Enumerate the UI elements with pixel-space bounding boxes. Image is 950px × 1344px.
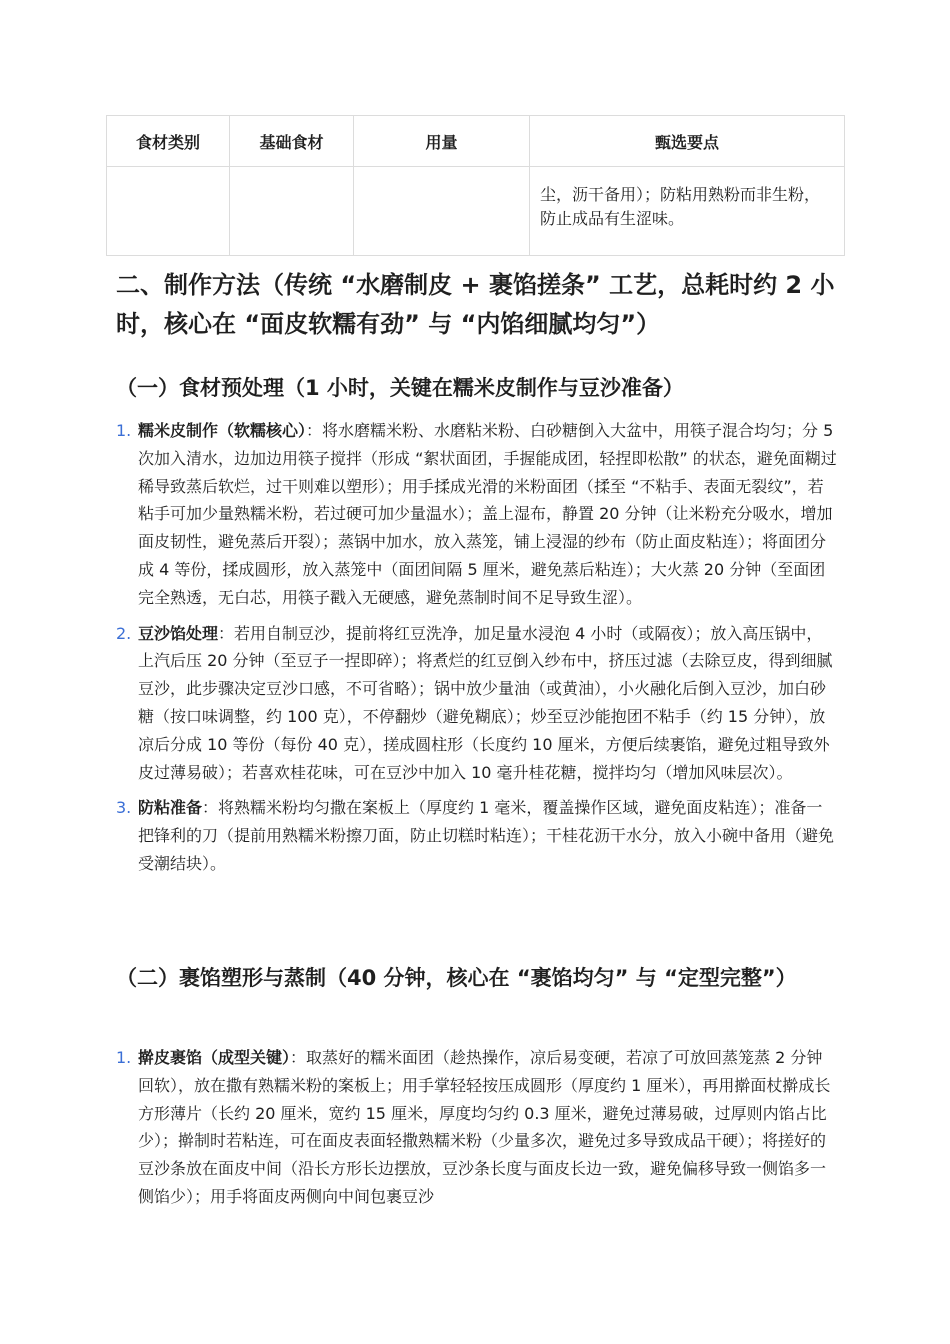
table-header-amount: 用量 (354, 116, 530, 167)
list-number: 3. (116, 798, 132, 818)
step-label: 防粘准备 (138, 798, 203, 818)
subsection-heading-prep: （一）食材预处理（1 小时，关键在糯米皮制作与豆沙准备） (116, 376, 684, 400)
table-cell (107, 167, 230, 256)
list-item (116, 620, 838, 787)
step-text: ：将熟糯米粉均匀撒在案板上（厚度约 1 毫米，覆盖操作区域，避免面皮粘连）；准备一把锋利的刀（提前用熟糯米粉擦刀面，防止切糕时粘连）；干桂花沥干水分，放入小碗中备用（避免受潮结块）。 (138, 798, 835, 873)
step-text: ：取蒸好的糯米面团（趁热操作，凉后易变硬，若凉了可放回蒸笼蒸 2 分钟回软），放在撒有熟糯米粉的案板上；用手掌轻轻按压成圆形（厚度约 1 厘米），再用擀面杖擀成长方形薄片（长约 20 厘米，宽约 15 厘米，厚度均匀约 0.3 厘米，避免过薄易破，过厚则内馅占比少）；擀制时若粘连，可在面皮表面轻撒熟糯米粉（少量多次，避免过多导致成品干硬）；将搓好的豆沙条放在面皮中间（沿长方形长边摆放，豆沙条长度与面皮长边一致，避免偏移导致一侧馅多一侧馅少）；用手将面皮两侧向中间包裹豆沙 (138, 1048, 831, 1206)
table-header-ingredient: 基础食材 (230, 116, 354, 167)
list-number: 2. (116, 623, 132, 643)
table-header-category: 食材类别 (107, 116, 230, 167)
step-text: ：若用自制豆沙，提前将红豆洗净，加足量水浸泡 4 小时（或隔夜）；放入高压锅中，上汽后压 20 分钟（至豆子一捏即碎）；将煮烂的红豆倒入纱布中，挤压过滤（去除豆皮，得到细腻豆沙，此步骤决定豆沙口感，不可省略）；锅中放少量油（或黄油），小火融化后倒入豆沙，加白砂糖（按口味调整，约 100 克），不停翻炒（避免糊底）；炒至豆沙能抱团不粘手（约 15 分钟），放凉后分成 10 等份（每份 40 克），搓成圆柱形（长度约 10 厘米，方便后续裹馅，避免过粗导致外皮过薄易破）；若喜欢桂花味，可在豆沙中加入 10 毫升桂花糖，搅拌均匀（增加风味层次）。 (138, 623, 833, 782)
table-cell (354, 167, 530, 256)
step-label: 擀皮裹馅（成型关键） (138, 1048, 291, 1067)
list-item (116, 1044, 838, 1211)
step-label: 糯米皮制作（软糯核心） (138, 421, 307, 440)
table-header-row (107, 116, 845, 167)
list-item (116, 417, 838, 612)
step-text: ：将水磨糯米粉、水磨粘米粉、白砂糖倒入大盆中，用筷子混合均匀；分 5 次加入清水，边加边用筷子搅拌（形成 “絮状面团，手握能成团，轻捏即松散” 的状态，避免面糊过稀导致蒸后软烂，过干则难以塑形）；用手揉成光滑的米粉面团（揉至 “不粘手、表面无裂纹”，若粘手可加少量熟糯米粉，若过硬可加少量温水）；盖上湿布，静置 20 分钟（让米粉充分吸水，增加面皮韧性，避免蒸后开裂）；蒸锅中加水，放入蒸笼，铺上浸湿的纱布（防止面皮粘连）；将面团分成 4 等份，揉成圆形，放入蒸笼中（面团间隔 5 厘米，避免蒸后粘连）；大火蒸 20 分钟（至面团完全熟透，无白芯，用筷子戳入无硬感，避免蒸制时间不足导致生涩）。 (138, 421, 837, 607)
section-heading-method: 二、制作方法（传统 “水磨制皮 + 裹馅搓条” 工艺，总耗时约 2 小时，核心在 “面皮软糯有劲” 与 “内馅细腻均匀”） (116, 271, 835, 338)
table-cell (230, 167, 354, 256)
table-header-tips: 甄选要点 (530, 116, 845, 167)
subsection-heading-shaping: （二）裹馅塑形与蒸制（40 分钟，核心在 “裹馅均匀” 与 “定型完整”） (116, 966, 797, 990)
ingredient-table (106, 115, 845, 256)
list-number: 1. (116, 421, 132, 440)
table-row (107, 167, 845, 256)
list-number: 1. (116, 1048, 132, 1067)
table-cell: 尘，沥干备用）；防粘用熟粉而非生粉，防止成品有生涩味。 (530, 167, 845, 256)
shaping-steps-list (116, 1044, 838, 1219)
prep-steps-list (116, 417, 838, 886)
list-item (116, 794, 838, 877)
step-label: 豆沙馅处理 (138, 623, 219, 643)
